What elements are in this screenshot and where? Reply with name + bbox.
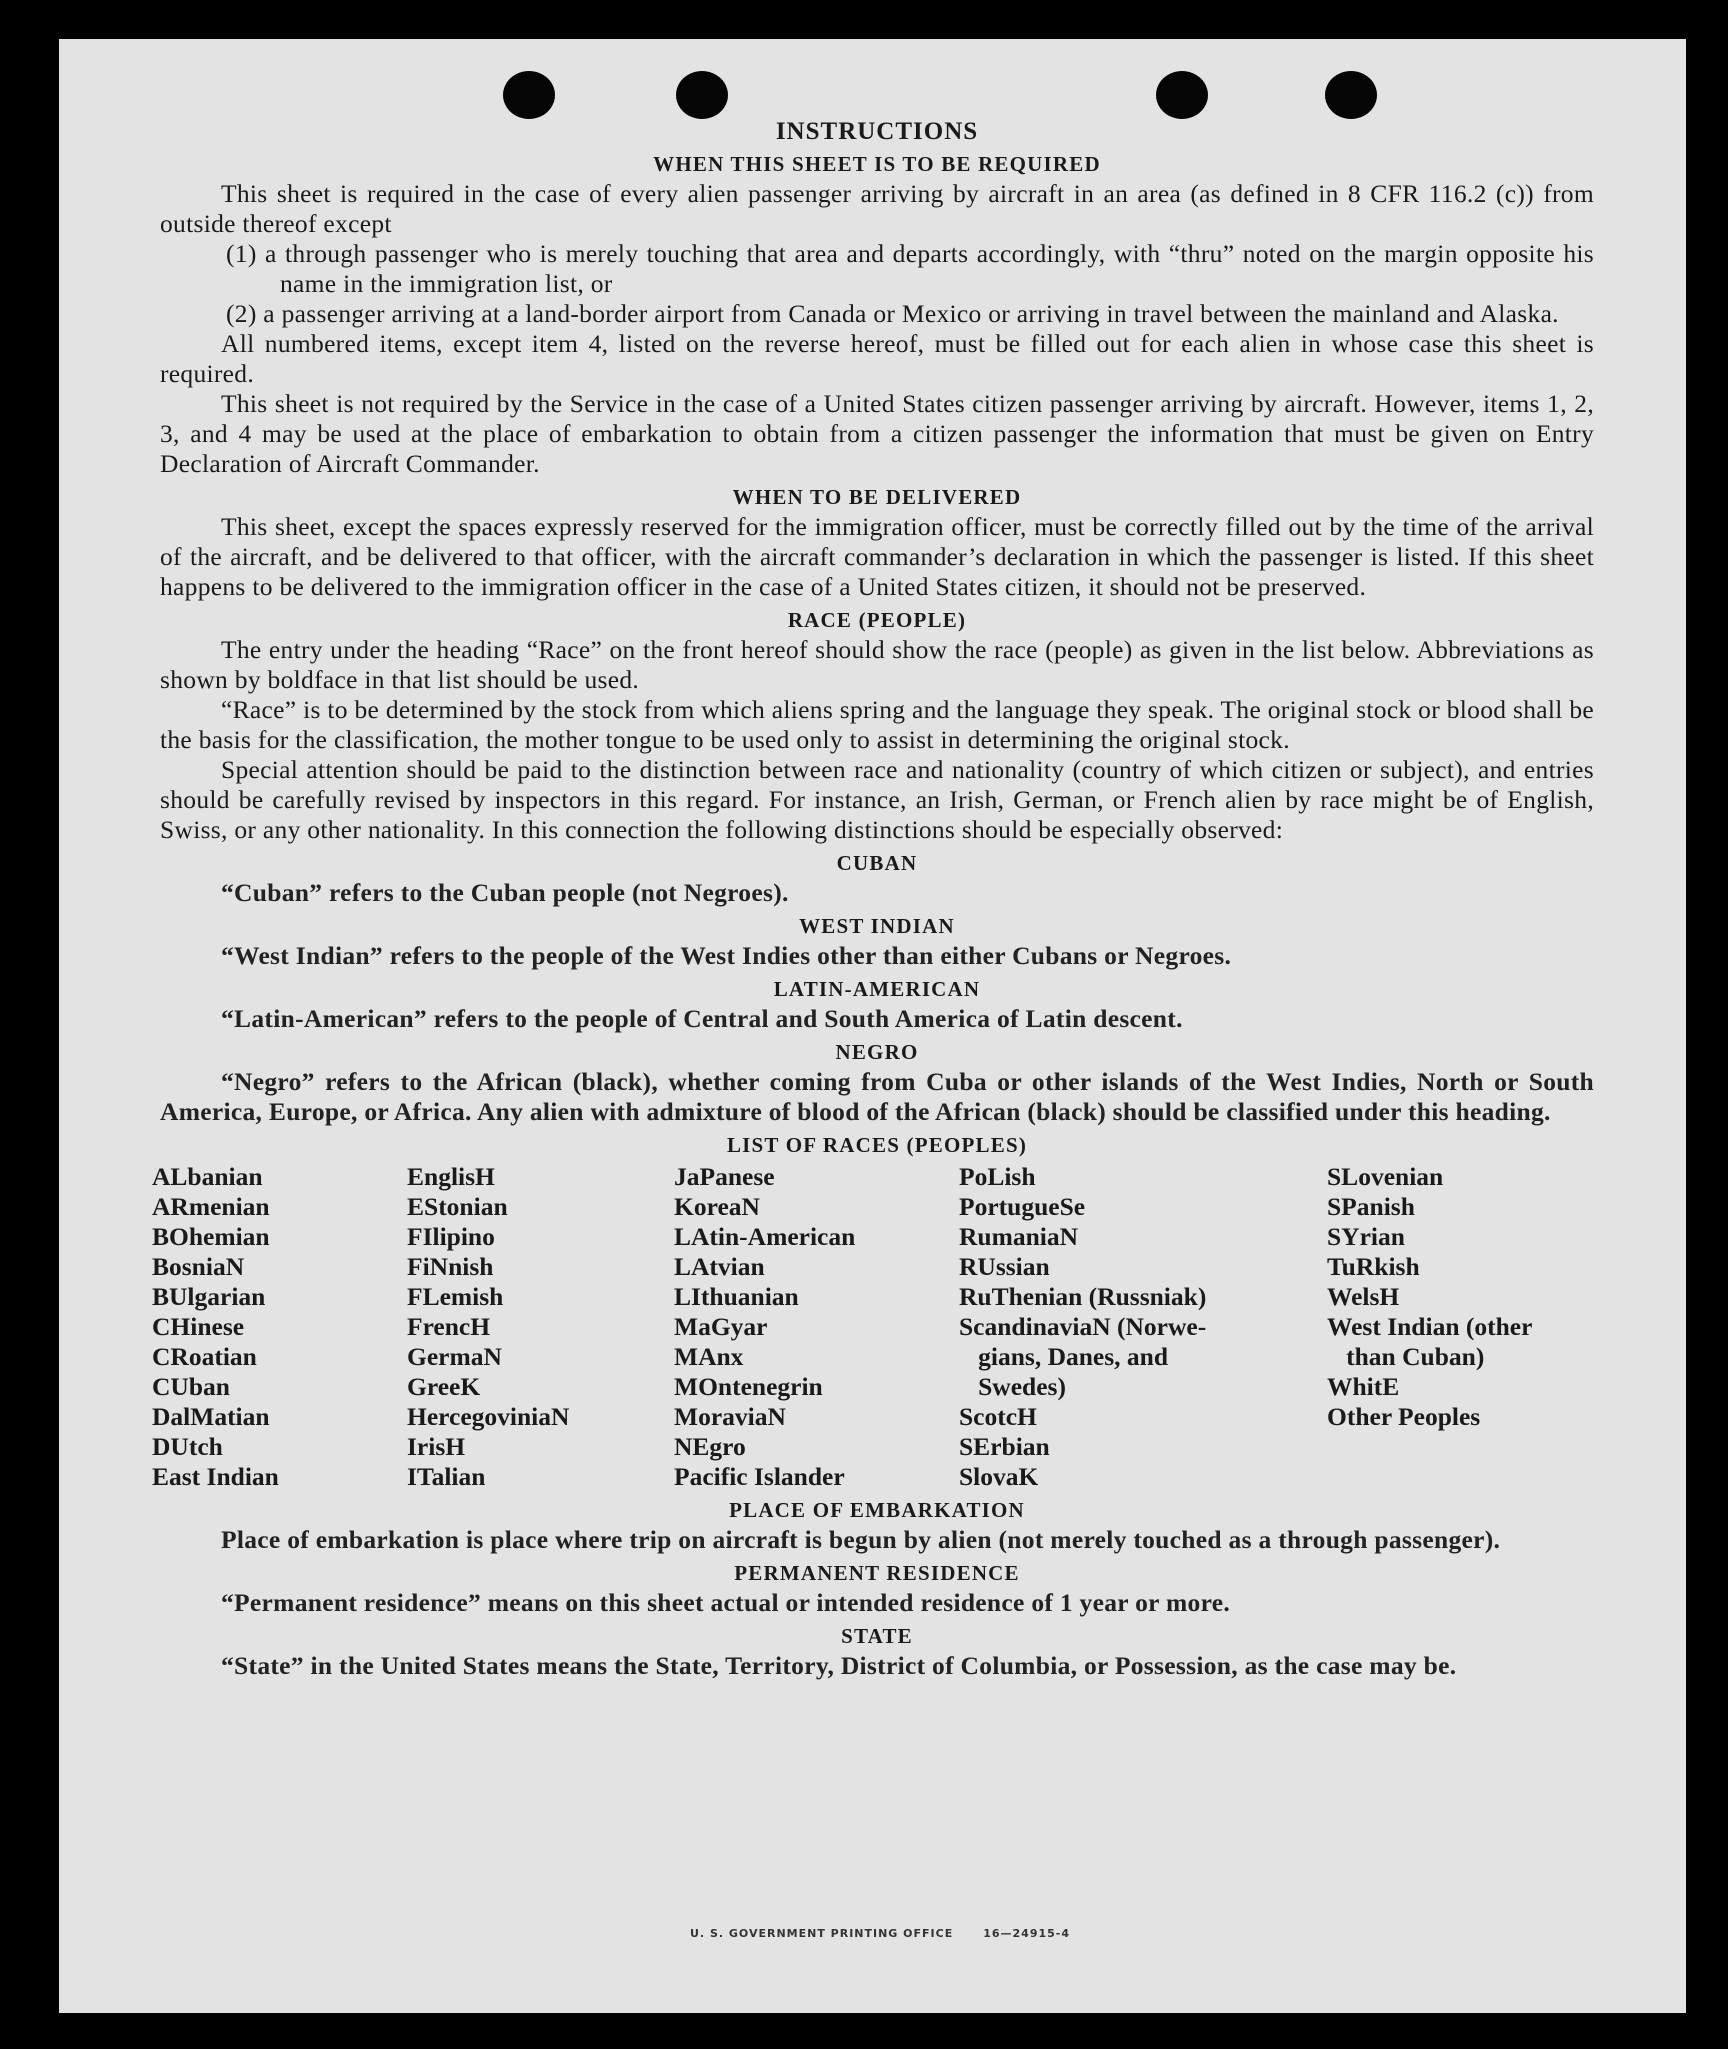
instructions-body — [152, 118, 1594, 1681]
race-entry: RumaniaN — [959, 1222, 1079, 1251]
race-entry: BUlgarian — [152, 1282, 266, 1311]
race-entry: RuThenian (Russniak) — [959, 1282, 1207, 1311]
race-entry: FrencH — [407, 1312, 491, 1341]
section-heading: WHEN TO BE DELIVERED — [732, 485, 1022, 509]
race-entry: GreeK — [407, 1372, 481, 1401]
section-paragraph: (1) a through passenger who is merely touching that area and departs accordingly, with “thru” noted on the margin opposite his name in the immigration list, or — [226, 239, 1594, 298]
race-entry: Other Peoples — [1327, 1402, 1481, 1431]
race-entry: LAtin-American — [674, 1222, 856, 1251]
punch-hole — [1156, 71, 1208, 119]
race-entry: BosniaN — [152, 1252, 245, 1281]
section-paragraph: “Latin-American” refers to the people of Central and South America of Latin descent. — [221, 1004, 1183, 1033]
races-column — [1327, 1162, 1587, 1492]
race-entry: MAnx — [674, 1342, 744, 1371]
section-paragraph: (2) a passenger arriving at a land-border airport from Canada or Mexico or arriving in travel between the mainland and Alaska. — [226, 299, 1559, 328]
race-entry: SlovaK — [959, 1462, 1039, 1491]
section-heading: CUBAN — [836, 851, 918, 875]
race-entry: FLemish — [407, 1282, 504, 1311]
race-entry: TuRkish — [1327, 1252, 1420, 1281]
section-paragraph: Place of embarkation is place where trip on aircraft is begun by alien (not merely touched as a through passenger). — [221, 1525, 1501, 1554]
race-entry: SPanish — [1327, 1192, 1415, 1221]
section-heading: WHEN THIS SHEET IS TO BE REQUIRED — [653, 152, 1101, 176]
race-entry: SLovenian — [1327, 1162, 1444, 1191]
section-heading: PERMANENT RESIDENCE — [734, 1561, 1020, 1585]
race-entry: PoLish — [959, 1162, 1036, 1191]
section-heading: LATIN-AMERICAN — [773, 977, 981, 1001]
races-column — [407, 1162, 674, 1492]
race-entry: WhitE — [1327, 1372, 1400, 1401]
section-paragraph: This sheet is not required by the Service in the case of a United States citizen passenger arriving by aircraft. However, items 1, 2, 3, and 4 may be used at the place of embarkation to obtain from a citizen passenger the information that must be given on Entry Declaration of Aircraft Commander. — [160, 389, 1594, 478]
race-entry: CHinese — [152, 1312, 245, 1341]
printer-imprint — [690, 1927, 1070, 1940]
section-heading: NEGRO — [835, 1040, 919, 1064]
punch-hole — [503, 71, 555, 119]
race-entry: ScotcH — [959, 1402, 1037, 1431]
races-heading: LIST OF RACES (PEOPLES) — [726, 1133, 1028, 1157]
race-entry: EnglisH — [407, 1162, 495, 1191]
race-entry: SYrian — [1327, 1222, 1405, 1251]
races-list — [152, 1162, 1594, 1492]
section-paragraph: “Race” is to be determined by the stock from which aliens spring and the language they speak. The original stock or blood shall be the basis for the classification, the mother tongue to be used only to assist in determining the original stock. — [160, 695, 1594, 754]
races-column — [152, 1162, 407, 1492]
race-entry: Pacific Islander — [674, 1462, 845, 1491]
race-entry: NEgro — [674, 1432, 746, 1461]
section-paragraph: This sheet, except the spaces expressly reserved for the immigration officer, must be correctly filled out by the time of the arrival of the aircraft, and be delivered to that officer, with the aircraft commander’s declaration in which the passenger is listed. If this sheet happens to be delivered to the immigration officer in the case of a United States citizen, it should not be preserved. — [160, 512, 1594, 601]
page-title: INSTRUCTIONS — [775, 118, 979, 145]
section-paragraph: “West Indian” refers to the people of the West Indies other than either Cubans or Negroes. — [221, 941, 1232, 970]
race-entry: MaGyar — [674, 1312, 768, 1341]
section-heading: STATE — [841, 1624, 913, 1648]
race-entry: EStonian — [407, 1192, 508, 1221]
race-entry: ALbanian — [152, 1162, 263, 1191]
race-entry: MoraviaN — [674, 1402, 786, 1431]
section-heading: WEST INDIAN — [799, 914, 955, 938]
section-paragraph: All numbered items, except item 4, listed on the reverse hereof, must be filled out for each alien in whose case this sheet is required. — [160, 329, 1594, 388]
race-entry: DalMatian — [152, 1402, 270, 1431]
race-entry: PortugueSe — [959, 1192, 1086, 1221]
race-entry: ITalian — [407, 1462, 486, 1491]
race-entry: RUssian — [959, 1252, 1050, 1281]
section-paragraph: “State” in the United States means the State, Territory, District of Columbia, or Possession, as the case may be. — [221, 1651, 1457, 1680]
race-entry: SErbian — [959, 1432, 1050, 1461]
race-entry: CRoatian — [152, 1342, 257, 1371]
race-entry: BOhemian — [152, 1222, 270, 1251]
race-entry: CUban — [152, 1372, 230, 1401]
section-paragraph: Special attention should be paid to the distinction between race and nationality (country of which citizen or subject), and entries should be carefully revised by inspectors in this regard. For instance, an Irish, German, or French alien by race might be of English, Swiss, or any other nationality. In this connection the following distinctions should be especially observed: — [160, 755, 1594, 844]
race-entry: FIlipino — [407, 1222, 495, 1251]
section-paragraph: This sheet is required in the case of every alien passenger arriving by aircraft in an area (as defined in 8 CFR 116.2 (c)) from outside thereof except — [160, 179, 1594, 238]
race-entry: LAtvian — [674, 1252, 765, 1281]
race-entry: ARmenian — [152, 1192, 270, 1221]
race-entry: LIthuanian — [674, 1282, 799, 1311]
race-entry: ScandinaviaN (Norwe- gians, Danes, and Swedes) — [959, 1312, 1207, 1401]
section-paragraph: “Permanent residence” means on this sheet actual or intended residence of 1 year or more. — [221, 1588, 1231, 1617]
section-paragraph: “Cuban” refers to the Cuban people (not Negroes). — [221, 878, 789, 907]
race-entry: West Indian (other than Cuban) — [1327, 1312, 1533, 1371]
race-entry: JaPanese — [674, 1162, 775, 1191]
race-entry: East Indian — [152, 1462, 279, 1491]
races-column — [674, 1162, 959, 1492]
race-entry: WelsH — [1327, 1282, 1400, 1311]
section-heading: PLACE OF EMBARKATION — [729, 1498, 1025, 1522]
race-entry: GermaN — [407, 1342, 502, 1371]
punch-hole — [676, 71, 728, 119]
race-entry: IrisH — [407, 1432, 466, 1461]
races-column — [959, 1162, 1327, 1492]
race-entry: FiNnish — [407, 1252, 494, 1281]
printer-name: U. S. GOVERNMENT PRINTING OFFICE — [690, 1927, 954, 1940]
race-entry: MOntenegrin — [674, 1372, 823, 1401]
section-paragraph: “Negro” refers to the African (black), whether coming from Cuba or other islands of the West Indies, North or South America, Europe, or Africa. Any alien with admixture of blood of the African (black) should be classified under this heading. — [160, 1067, 1594, 1126]
section-heading: RACE (PEOPLE) — [787, 608, 967, 632]
race-entry: HercegoviniaN — [407, 1402, 570, 1431]
race-entry: DUtch — [152, 1432, 223, 1461]
punch-hole — [1325, 71, 1377, 119]
form-code: 16—24915-4 — [983, 1927, 1071, 1940]
section-paragraph: The entry under the heading “Race” on the front hereof should show the race (people) as given in the list below. Abbreviations as shown by boldface in that list should be used. — [160, 635, 1594, 694]
race-entry: KoreaN — [674, 1192, 760, 1221]
